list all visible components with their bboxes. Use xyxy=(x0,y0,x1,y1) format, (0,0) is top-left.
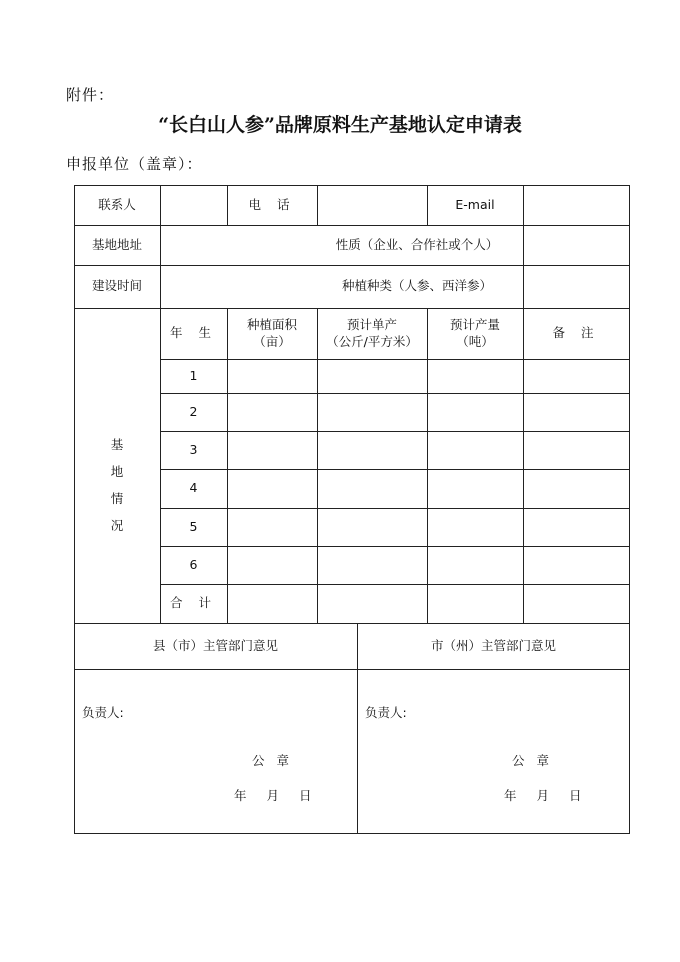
year-5: 5 xyxy=(189,518,198,534)
city-opinion-title: 市（州）主管部门意见 xyxy=(430,637,556,653)
year-6: 6 xyxy=(189,556,198,572)
year-3: 3 xyxy=(189,441,198,457)
contact-field[interactable] xyxy=(161,186,227,225)
city-responsible-label: 负责人: xyxy=(365,705,407,720)
county-responsible-label: 负责人: xyxy=(82,705,124,720)
application-form xyxy=(74,185,630,834)
base-situation-label: 基 地 情 况 xyxy=(110,437,124,533)
variety-label: 种植种类（人参、西洋参） xyxy=(341,278,492,294)
nature-label: 性质（企业、合作社或个人） xyxy=(335,236,499,252)
year-header: 年 生 xyxy=(170,325,217,341)
variety-field[interactable] xyxy=(524,266,629,308)
address-label: 基地地址 xyxy=(91,236,142,252)
build-time-field[interactable] xyxy=(161,266,311,308)
email-field[interactable] xyxy=(524,186,629,225)
county-date-label: 年 月 日 xyxy=(234,788,312,803)
total-yield-header: 预计产量 （吨） xyxy=(449,316,500,349)
applicant-label: 申报单位（盖章）： xyxy=(66,155,203,173)
attachment-label: 附件： xyxy=(66,86,115,104)
county-opinion-title: 县（市）主管部门意见 xyxy=(152,637,278,653)
unit-yield-header: 预计单产 （公斤/平方米） xyxy=(326,316,418,349)
year-1: 1 xyxy=(189,367,198,383)
county-seal-label: 公 章 xyxy=(252,753,289,768)
total-label: 合 计 xyxy=(170,595,217,611)
email-label: E-mail xyxy=(455,196,495,212)
phone-field[interactable] xyxy=(318,186,427,225)
build-time-label: 建设时间 xyxy=(91,278,142,294)
city-date-label: 年 月 日 xyxy=(504,788,582,803)
nature-field[interactable] xyxy=(524,226,629,265)
area-header: 种植面积 （亩） xyxy=(246,316,297,349)
remark-header: 备 注 xyxy=(552,325,600,341)
year-2: 2 xyxy=(189,403,198,419)
city-seal-label: 公 章 xyxy=(512,753,549,768)
address-field[interactable] xyxy=(161,226,311,265)
page-title: “长白山人参”品牌原料生产基地认定申请表 xyxy=(158,114,522,136)
phone-label: 电 话 xyxy=(248,196,296,212)
contact-label: 联系人 xyxy=(98,196,136,212)
year-4: 4 xyxy=(189,480,198,496)
